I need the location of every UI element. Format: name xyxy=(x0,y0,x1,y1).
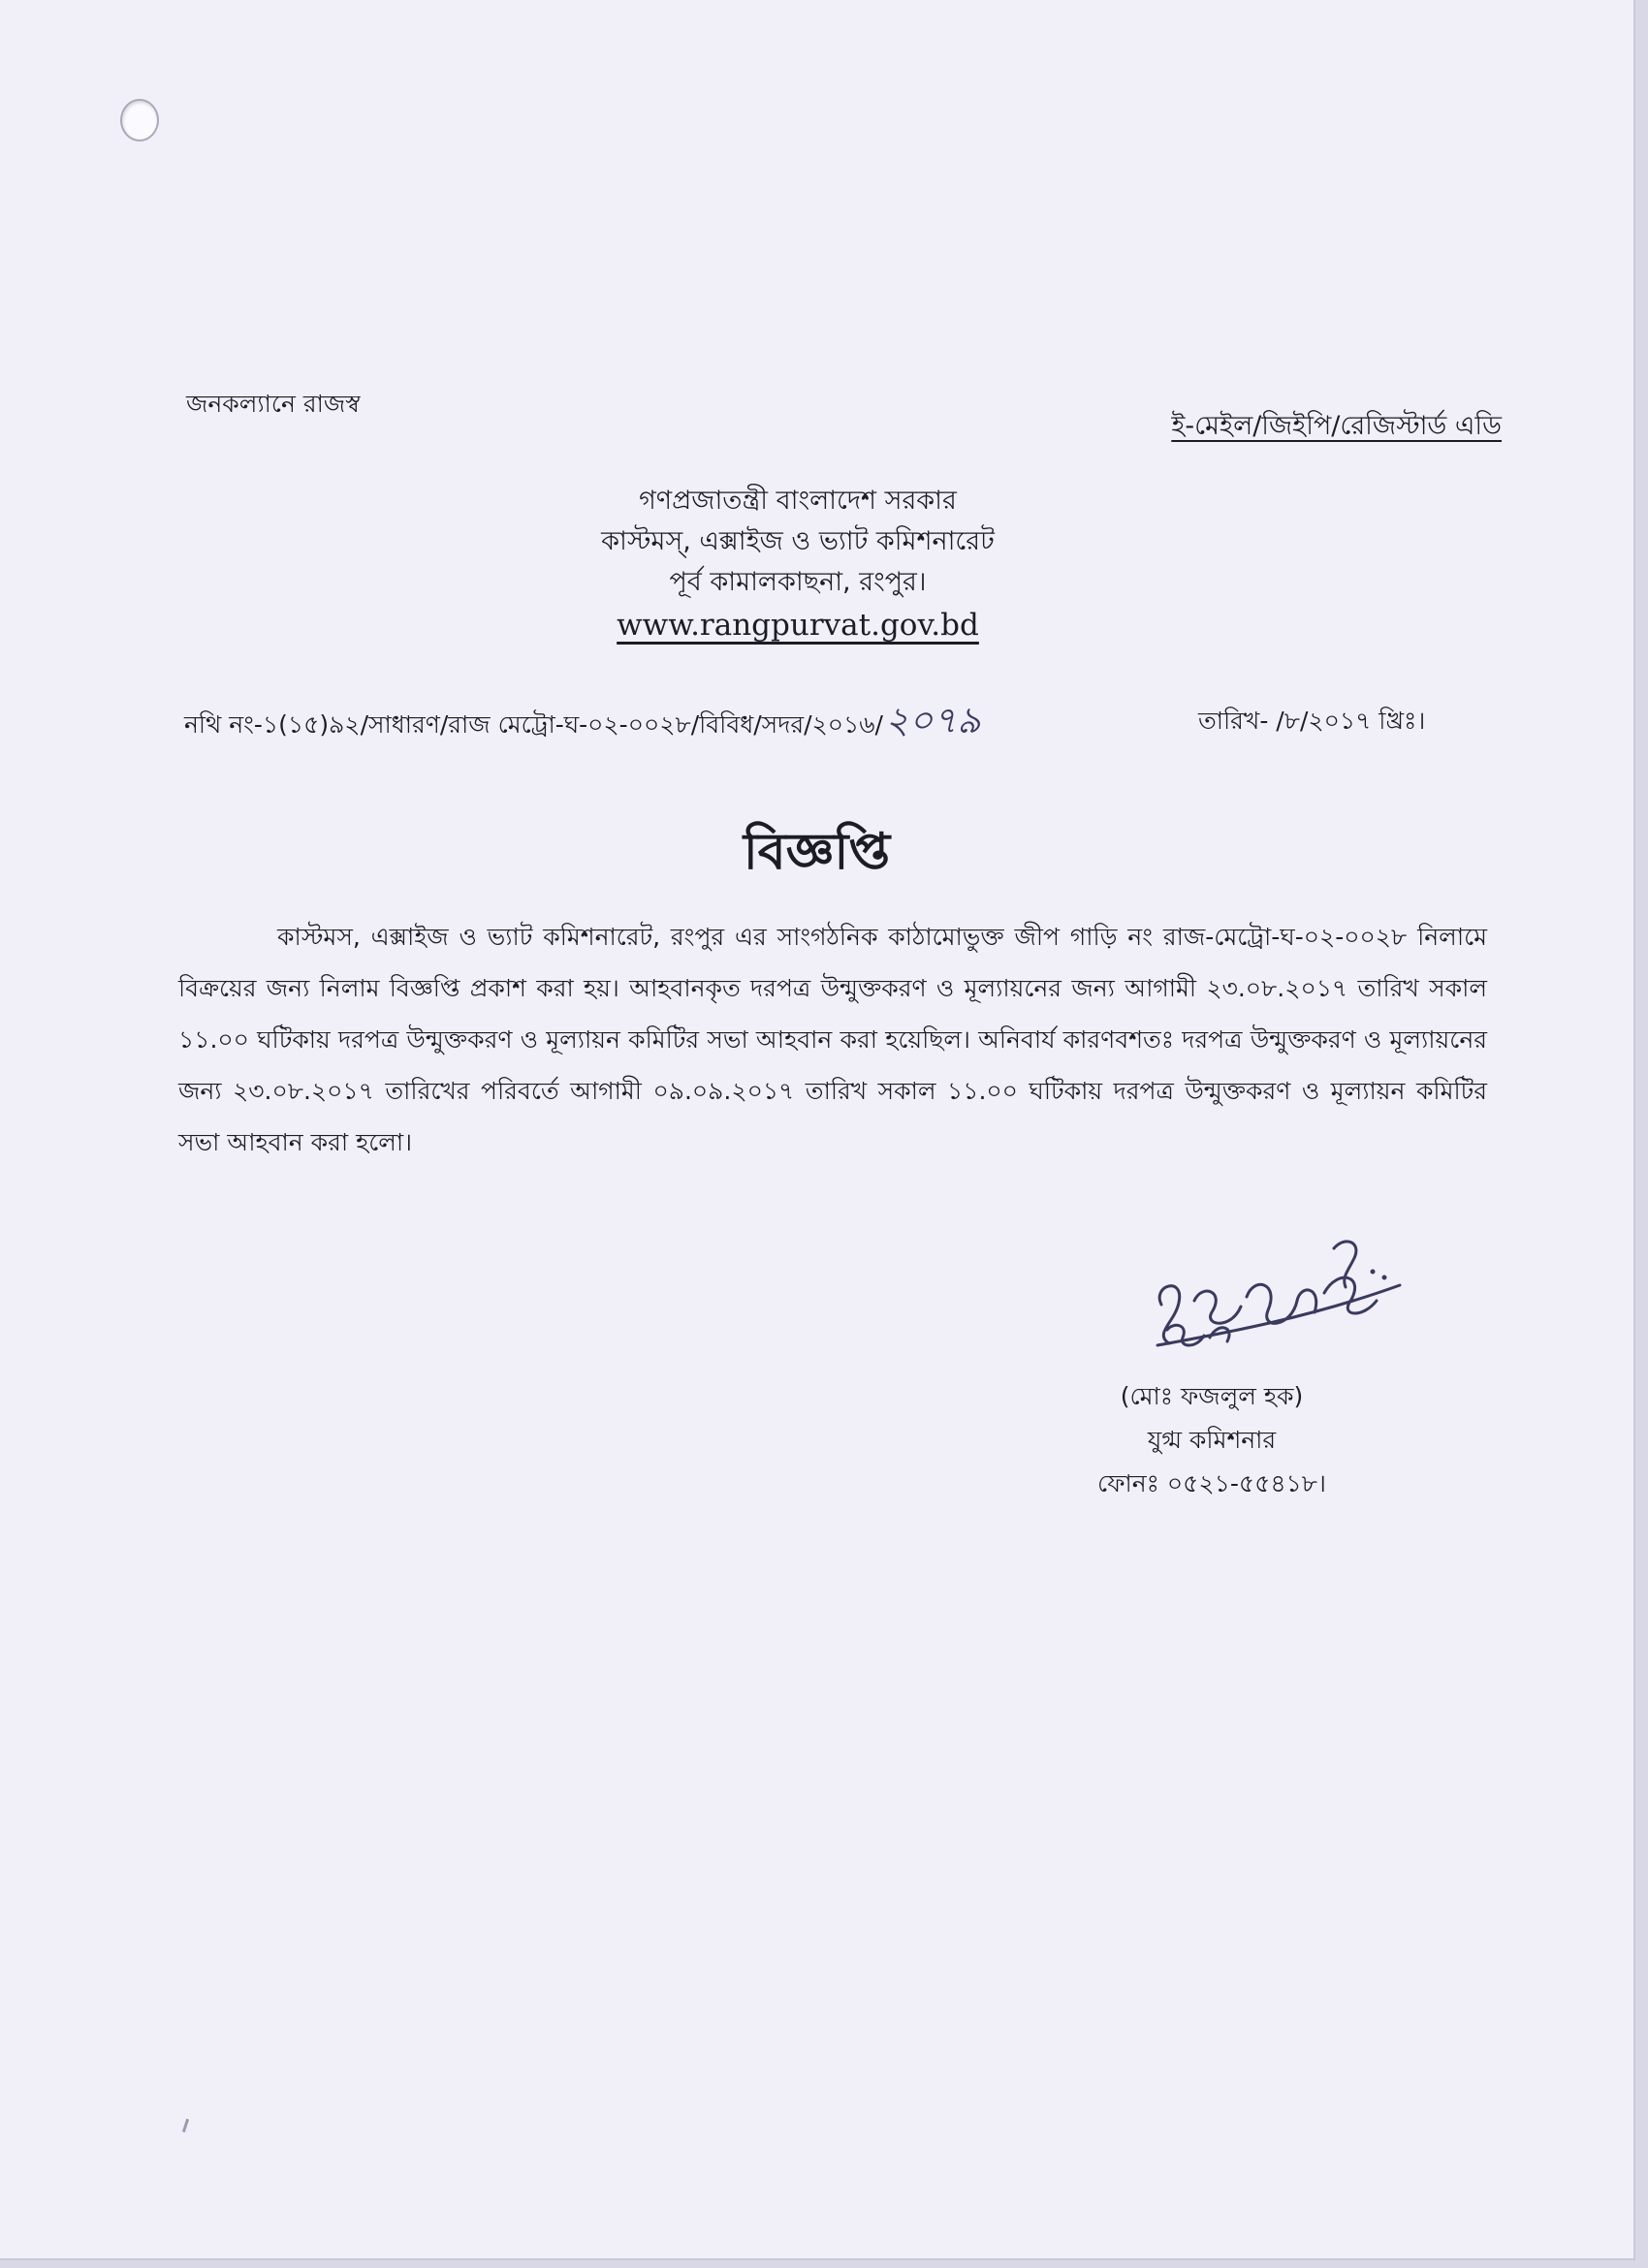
file-number: নথি নং-১(১৫)৯২/সাধারণ/রাজ মেট্রো-ঘ-০২-০০২৮/বিবিধ/সদর/২০১৬/ xyxy=(184,710,883,739)
letterhead xyxy=(504,481,1092,646)
slogan: জনকল্যানে রাজস্ব xyxy=(186,390,361,418)
paper-speck xyxy=(182,2119,189,2132)
issue-date: তারিখ- /৮/২০১৭ খ্রিঃ। xyxy=(1198,707,1426,735)
government-name: গণপ্রজাতন্ত্রী বাংলাদেশ সরকার xyxy=(639,486,957,516)
reference-number xyxy=(184,692,981,754)
signatory-phone: ফোনঃ ০৫২১-৫৫৪১৮। xyxy=(1097,1469,1326,1497)
signatory-block xyxy=(1057,1374,1367,1505)
notice-body: কাস্টমস, এক্সাইজ ও ভ্যাট কমিশনারেট, রংপুর এর সাংগঠনিক কাঠামোভুক্ত জীপ গাড়ি নং রাজ-মেট্রো-ঘ-০২-০০২৮ নিলামে বিক্রয়ের জন্য নিলাম বিজ্ঞপ্তি প্রকাশ করা হয়। আহবানকৃত দরপত্র উন্মুক্তকরণ ও মূল্যায়নের জন্য আগামী ২৩.০৮.২০১৭ তারিখ সকাল ১১.০০ ঘটিকায় দরপত্র উন্মুক্তকরণ ও মূল্যায়ন কমিটির সভা আহবান করা হয়েছিল। অনিবার্য কারণবশতঃ দরপত্র উন্মুক্তকরণ ও মূল্যায়নের জন্য ২৩.০৮.২০১৭ তারিখের পরিবর্তে আগামী ০৯.০৯.২০১৭ তারিখ সকাল ১১.০০ ঘটিকায় দরপত্র উন্মুক্তকরণ ও মূল্যায়ন কমিটির সভা আহবান করা হলো। xyxy=(178,923,1487,1156)
signatory-name: (মোঃ ফজলুল হক) xyxy=(1120,1382,1304,1410)
notice-title: বিজ্ঞপ্তি xyxy=(743,823,891,881)
file-number-handwritten: ২০৭৯ xyxy=(884,699,981,741)
office-name: কাস্টমস্‌, এক্সাইজ ও ভ্যাট কমিশনারেট xyxy=(601,526,995,556)
signature-mark xyxy=(1134,1229,1406,1374)
office-address: পূর্ব কামালকাছনা, রংপুর। xyxy=(669,567,927,597)
website-link[interactable]: www.rangpurvat.gov.bd xyxy=(617,608,979,643)
punch-hole xyxy=(120,99,159,142)
signatory-designation: যুগ্ম কমিশনার xyxy=(1147,1426,1277,1454)
delivery-mode: ই-মেইল/জিইপি/রেজিস্টার্ড এডি xyxy=(1171,411,1502,441)
